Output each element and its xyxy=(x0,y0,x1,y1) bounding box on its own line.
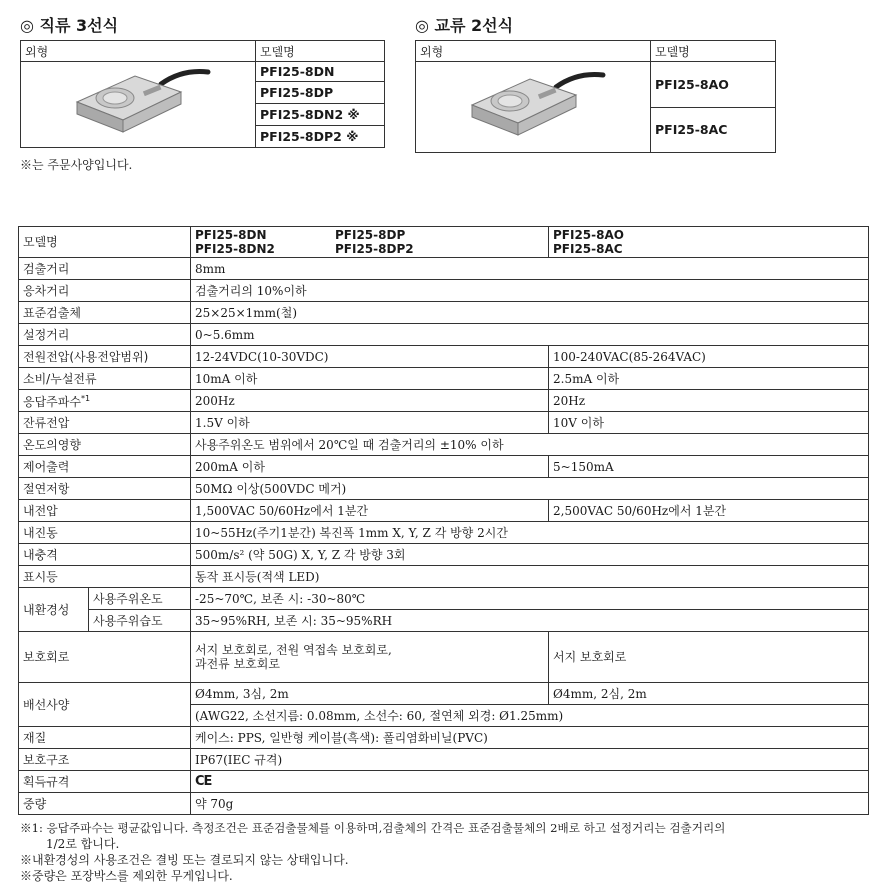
footnote-3: ※중량은 포장박스를 제외한 무게입니다. xyxy=(20,869,233,883)
footnote-1a: ※1: 응답주파수는 평균값입니다. 측정조건은 표준검출물체를 이용하며,검출체의 간격은 표준검출물체의 2배로 하고 설정거리는 검출거리의 xyxy=(20,821,726,835)
row-std-target: 표준검출체 25×25×1mm(철) xyxy=(19,302,869,324)
dc-model-4: PFI25-8DP2 ※ xyxy=(256,126,385,148)
proximity-sensor-icon xyxy=(458,65,608,147)
row-env-humid: 사용주위습도 35~95%RH, 보존 시: 35~95%RH xyxy=(19,610,869,632)
row-approval: 획득규격 CE xyxy=(19,771,869,793)
row-output: 제어출력 200mA 이하 5~150mA xyxy=(19,456,869,478)
row-dielectric: 내전압 1,500VAC 50/60Hz에서 1분간 2,500VAC 50/60Hz에서 1분간 xyxy=(19,500,869,522)
dc-model-2: PFI25-8DP xyxy=(256,82,385,104)
dc-model-3: PFI25-8DN2 ※ xyxy=(256,104,385,126)
spec-ac-models: PFI25-8AO PFI25-8AC xyxy=(549,227,869,258)
dc-order-note: ※는 주문사양입니다. xyxy=(20,158,133,172)
row-shock: 내충격 500m/s² (약 50G) X, Y, Z 각 방향 3회 xyxy=(19,544,869,566)
row-structure: 보호구조 IP67(IEC 규격) xyxy=(19,749,869,771)
row-residual: 잔류전압 1.5V 이하 10V 이하 xyxy=(19,412,869,434)
ac-sensor-image xyxy=(416,62,651,153)
footnote-1b: 1/2로 합니다. xyxy=(46,837,120,851)
dc-model-1: PFI25-8DN xyxy=(256,62,385,82)
ac-section-title: ◎ 교류 2선식 xyxy=(415,16,514,35)
row-insulation: 절연저항 50MΩ 이상(500VDC 메거) xyxy=(19,478,869,500)
row-current: 소비/누설전류 10mA 이하 2.5mA 이하 xyxy=(19,368,869,390)
row-hysteresis: 응차거리 검출거리의 10%이하 xyxy=(19,280,869,302)
spec-table xyxy=(18,226,869,815)
ce-mark-icon: CE xyxy=(195,774,212,789)
row-weight: 중량 약 70g xyxy=(19,793,869,815)
footnote-2: ※내환경성의 사용조건은 결빙 또는 결로되지 않는 상태입니다. xyxy=(20,853,349,867)
row-indicator: 표시등 동작 표시등(적색 LED) xyxy=(19,566,869,588)
row-power: 전원전압(사용전압범위) 12-24VDC(10-30VDC) 100-240VAC(85-264VAC) xyxy=(19,346,869,368)
ac-model-1: PFI25-8AO xyxy=(651,62,776,108)
row-cable-common: (AWG22, 소선지름: 0.08mm, 소선수: 60, 절연체 외경: Ø1.25mm) xyxy=(19,705,869,727)
dc-sensor-image xyxy=(21,62,256,148)
row-detect-dist: 검출거리 8mm xyxy=(19,258,869,280)
row-protection: 보호회로 서지 보호회로, 전원 역접속 보호회로, 과전류 보호회로 서지 보호회로 xyxy=(19,632,869,683)
dc-model-header: 모델명 xyxy=(256,41,385,62)
dc-shape-header: 외형 xyxy=(21,41,256,62)
dc-section-title: ◎ 직류 3선식 xyxy=(20,16,119,35)
row-set-dist: 설정거리 0~5.6mm xyxy=(19,324,869,346)
row-material: 재질 케이스: PPS, 일반형 케이블(흑색): 폴리염화비닐(PVC) xyxy=(19,727,869,749)
row-vibration: 내진동 10~55Hz(주기1분간) 복진폭 1mm X, Y, Z 각 방향 2시간 xyxy=(19,522,869,544)
spec-model-label: 모델명 xyxy=(19,227,191,258)
proximity-sensor-icon xyxy=(63,62,213,144)
row-env-temp: 내환경성 사용주위온도 -25~70℃, 보존 시: -30~80℃ xyxy=(19,588,869,610)
spec-dc-models: PFI25-8DN PFI25-8DN2 PFI25-8DP PFI25-8DP2 xyxy=(191,227,549,258)
ac-model-2: PFI25-8AC xyxy=(651,107,776,153)
footnotes xyxy=(20,820,870,884)
ac-model-header: 모델명 xyxy=(651,41,776,62)
ac-shape-header: 외형 xyxy=(416,41,651,62)
row-cable: 배선사양 Ø4mm, 3심, 2m Ø4mm, 2심, 2m xyxy=(19,683,869,705)
ac-model-table xyxy=(415,40,776,153)
dc-model-table xyxy=(20,40,385,148)
row-freq: 응답주파수$^{*1}$ 200Hz 20Hz xyxy=(19,390,869,412)
row-temp-effect: 온도의영향 사용주위온도 범위에서 20℃일 때 검출거리의 ±10% 이하 xyxy=(19,434,869,456)
